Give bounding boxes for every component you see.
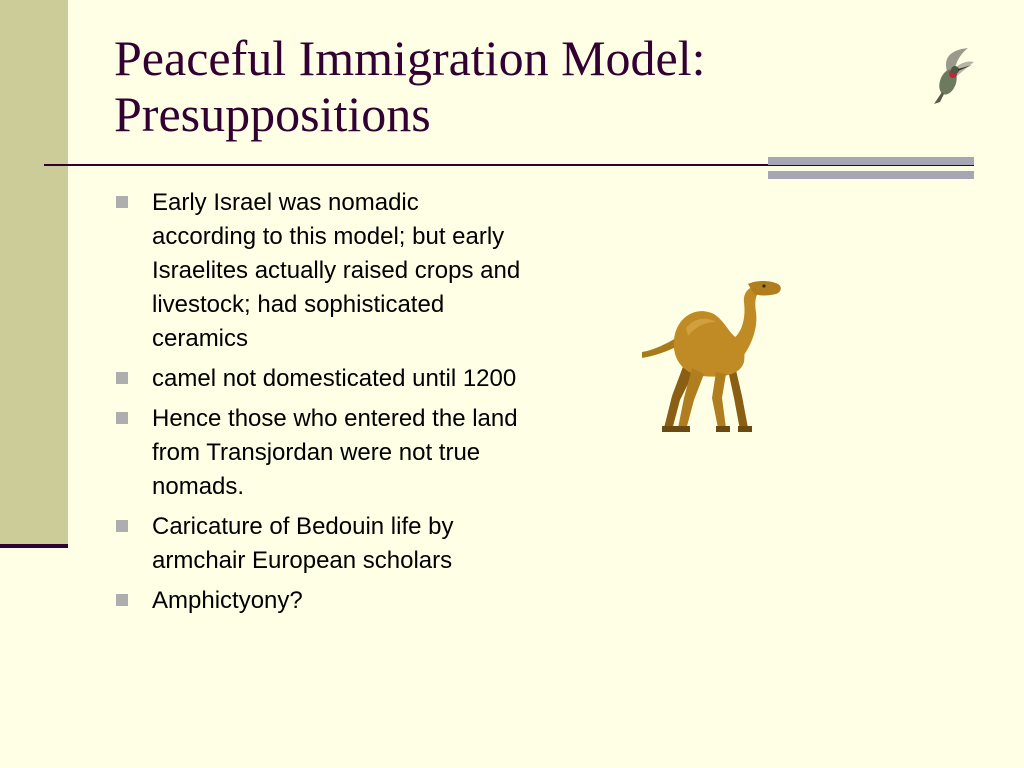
bullet-text: Early Israel was nomadic according to this model; but early Israelites actually raised crops and livestock; had sophisticated ceramics — [152, 189, 521, 352]
square-bullet-icon — [116, 412, 128, 424]
left-bar-accent-line — [0, 544, 68, 548]
hummingbird-icon — [928, 46, 976, 106]
square-bullet-icon — [116, 594, 128, 606]
square-bullet-icon — [116, 196, 128, 208]
bullet-item — [112, 584, 522, 618]
bullet-item — [112, 186, 522, 356]
bullet-text: camel not domesticated until 1200 — [152, 365, 517, 392]
bullet-item — [112, 362, 522, 396]
bullet-list — [112, 186, 522, 624]
bullet-item — [112, 402, 522, 504]
left-decorative-bar — [0, 0, 68, 544]
bullet-text: Caricature of Bedouin life by armchair European scholars — [152, 513, 454, 574]
title-underline-accent — [768, 157, 974, 179]
camel-icon — [636, 278, 786, 436]
square-bullet-icon — [116, 372, 128, 384]
bullet-text: Hence those who entered the land from Transjordan were not true nomads. — [152, 405, 518, 500]
bullet-text: Amphictyony? — [152, 587, 303, 614]
bullet-item — [112, 510, 522, 578]
square-bullet-icon — [116, 520, 128, 532]
slide-title: Peaceful Immigration Model: Presuppositions — [114, 30, 706, 142]
